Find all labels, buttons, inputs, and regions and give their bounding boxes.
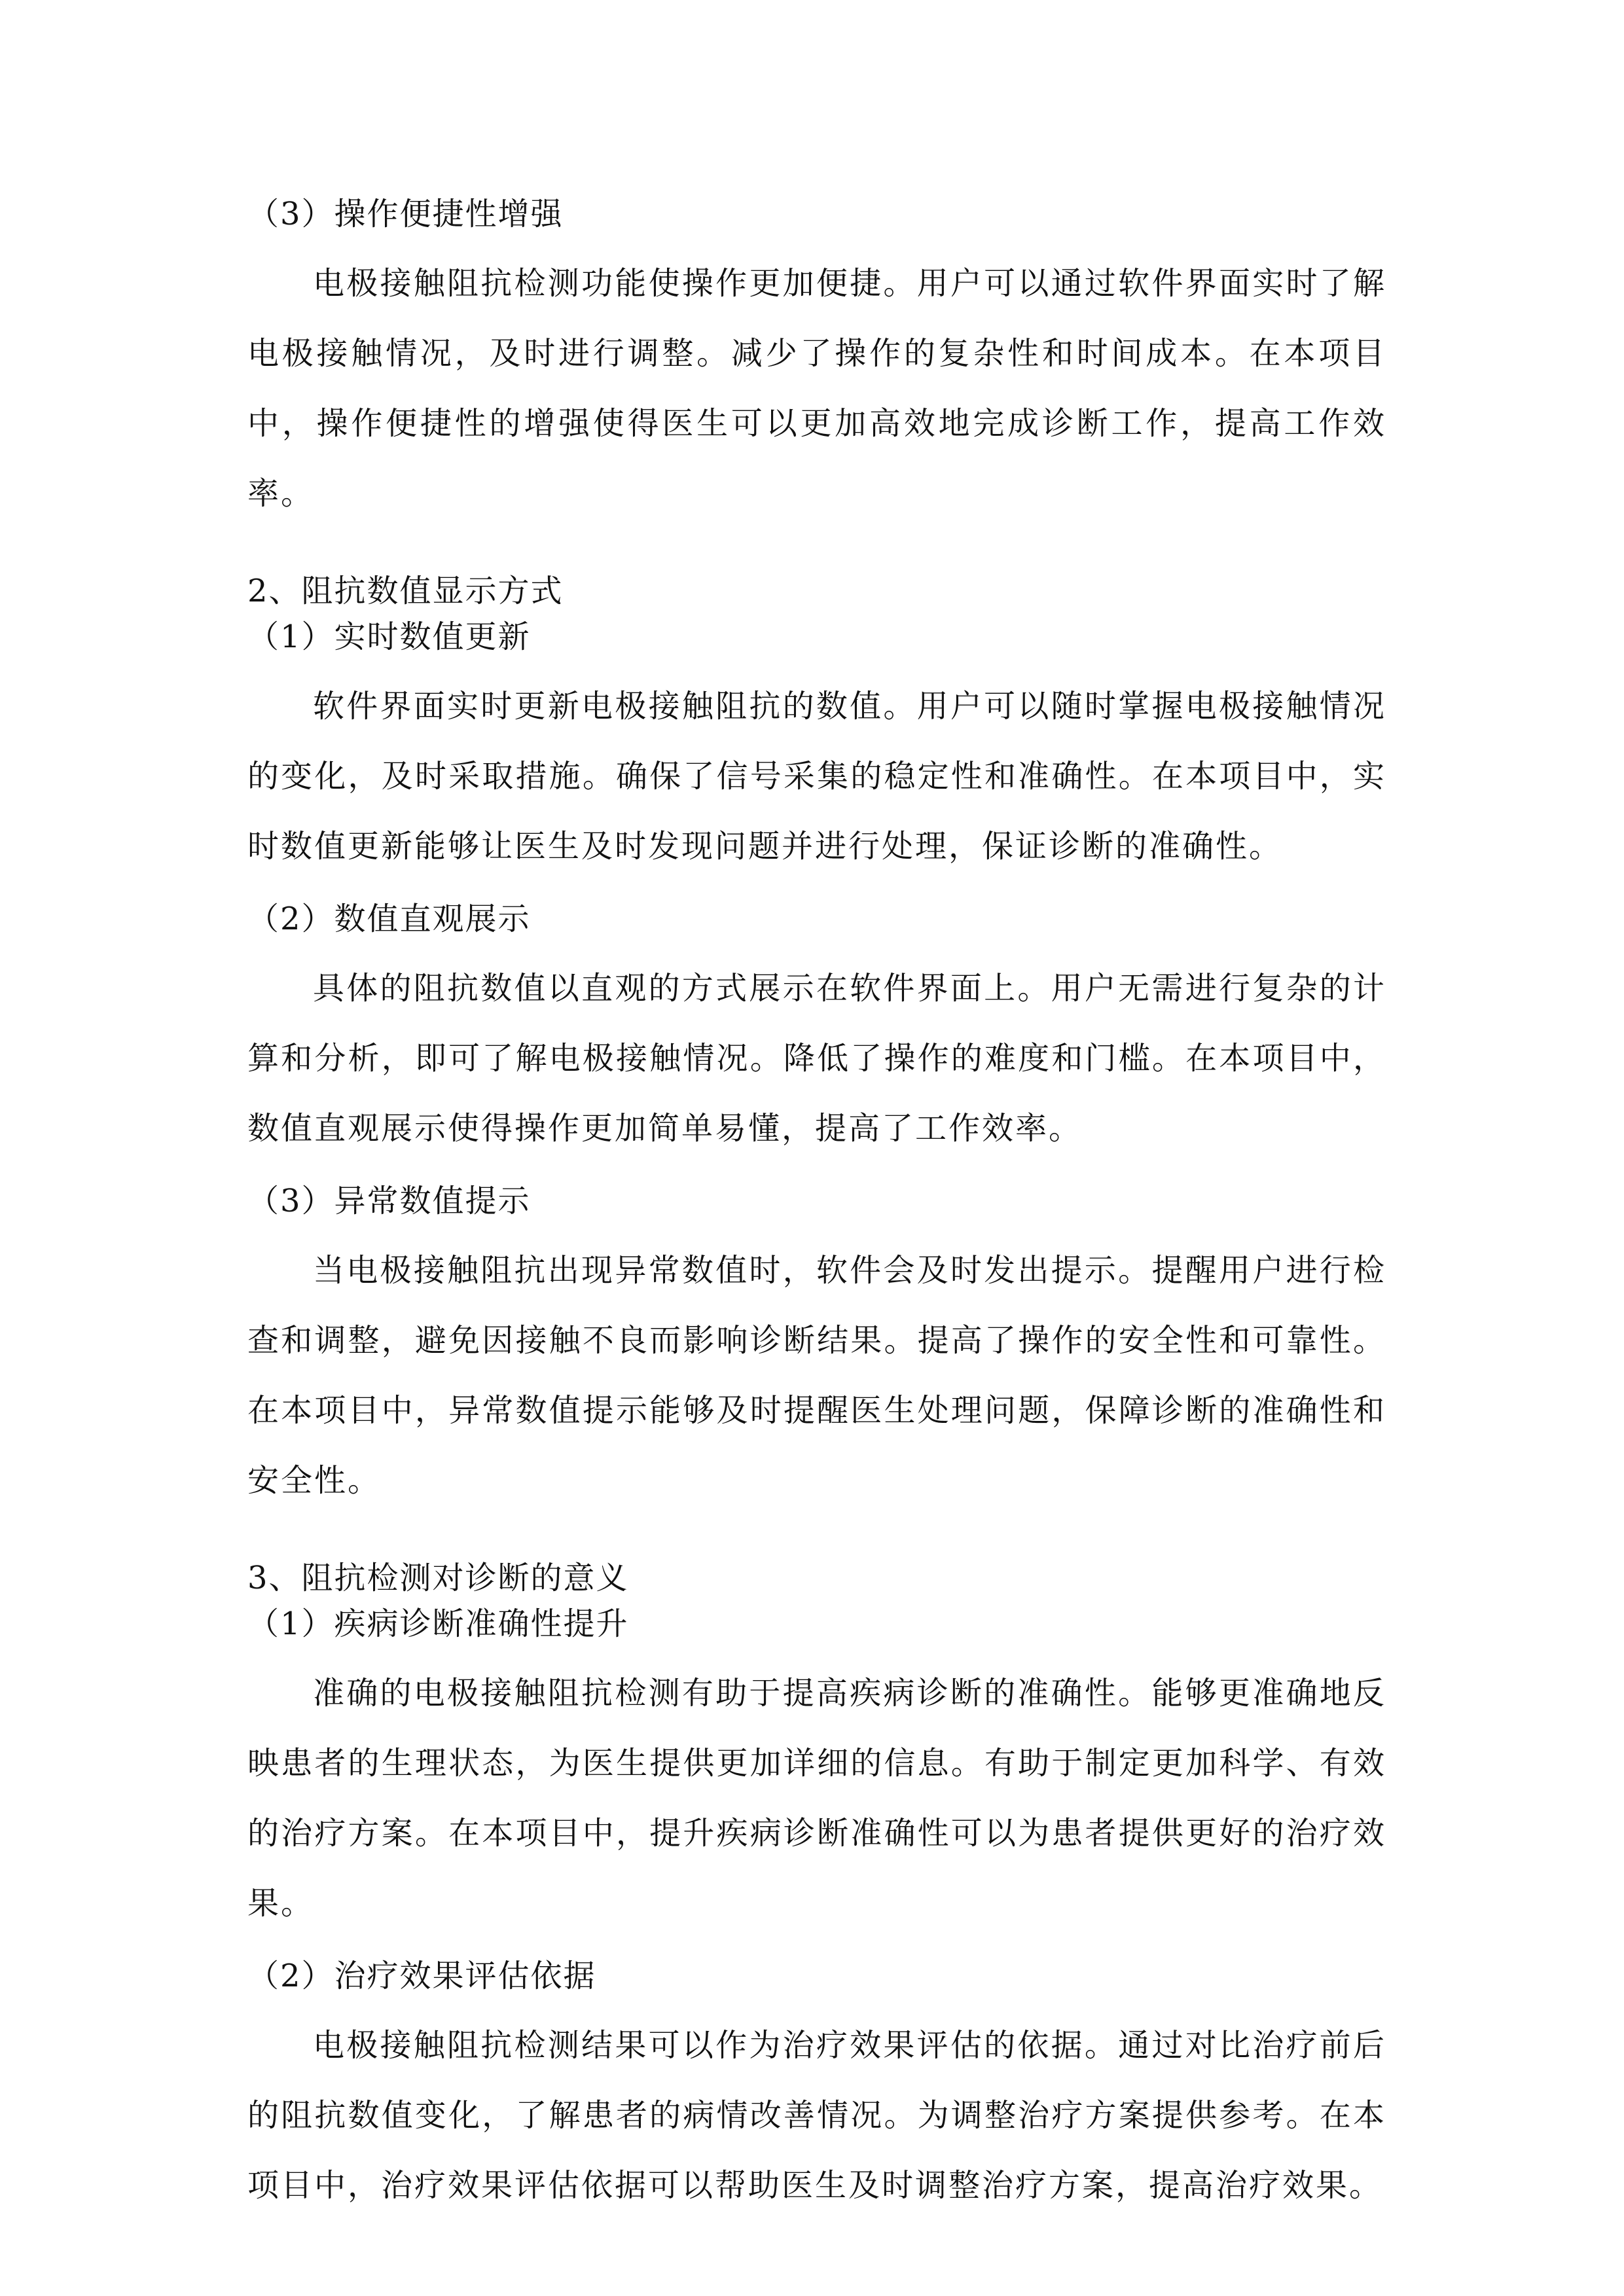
subsection-heading: （2）数值直观展示 bbox=[247, 901, 531, 937]
subsection-operation-convenience bbox=[247, 191, 1386, 529]
subsection-heading: （2）治疗效果评估依据 bbox=[247, 1958, 596, 1994]
subsection-intuitive-display bbox=[247, 896, 1386, 1164]
subsection-diagnosis-accuracy bbox=[247, 1601, 1386, 1939]
paragraph: 准确的电极接触阻抗检测有助于提高疾病诊断的准确性。能够更准确地反映患者的生理状态，为医生提供更加详细的信息。有助于制定更加科学、有效的治疗方案。在本项目中，提升疾病诊断准确性可以为患者提供更好的治疗效果。 bbox=[247, 1675, 1386, 1922]
subsection-heading: （1）实时数值更新 bbox=[247, 619, 531, 655]
subsection-heading: （3）操作便捷性增强 bbox=[247, 196, 564, 232]
section-impedance-display bbox=[247, 568, 1386, 1516]
paragraph: 电极接触阻抗检测功能使操作更加便捷。用户可以通过软件界面实时了解电极接触情况，及时进行调整。减少了操作的复杂性和时间成本。在本项目中，操作便捷性的增强使得医生可以更加高效地完成诊断工作，提高工作效率。 bbox=[247, 265, 1386, 512]
subsection-abnormal-alert bbox=[247, 1178, 1386, 1516]
section-diagnosis-significance bbox=[247, 1555, 1386, 2221]
subsection-realtime-update bbox=[247, 614, 1386, 882]
paragraph: 软件界面实时更新电极接触阻抗的数值。用户可以随时掌握电极接触情况的变化，及时采取措施。确保了信号采集的稳定性和准确性。在本项目中，实时数值更新能够让医生及时发现问题并进行处理，保证诊断的准确性。 bbox=[247, 688, 1386, 865]
subsection-treatment-evaluation bbox=[247, 1953, 1386, 2221]
subsection-heading: （1）疾病诊断准确性提升 bbox=[247, 1605, 629, 1642]
document-content bbox=[247, 191, 1386, 2221]
subsection-heading: （3）异常数值提示 bbox=[247, 1183, 531, 1219]
section-heading: 3、阻抗检测对诊断的意义 bbox=[247, 1560, 629, 1596]
section-heading: 2、阻抗数值显示方式 bbox=[247, 573, 564, 609]
paragraph: 电极接触阻抗检测结果可以作为治疗效果评估的依据。通过对比治疗前后的阻抗数值变化，了解患者的病情改善情况。为调整治疗方案提供参考。在本项目中，治疗效果评估依据可以帮助医生及时调整治疗方案，提高治疗效果。 bbox=[247, 2027, 1386, 2204]
paragraph: 当电极接触阻抗出现异常数值时，软件会及时发出提示。提醒用户进行检查和调整，避免因接触不良而影响诊断结果。提高了操作的安全性和可靠性。在本项目中，异常数值提示能够及时提醒医生处理问题，保障诊断的准确性和安全性。 bbox=[247, 1252, 1386, 1499]
paragraph: 具体的阻抗数值以直观的方式展示在软件界面上。用户无需进行复杂的计算和分析，即可了解电极接触情况。降低了操作的难度和门槛。在本项目中，数值直观展示使得操作更加简单易懂，提高了工作效率。 bbox=[247, 970, 1386, 1147]
